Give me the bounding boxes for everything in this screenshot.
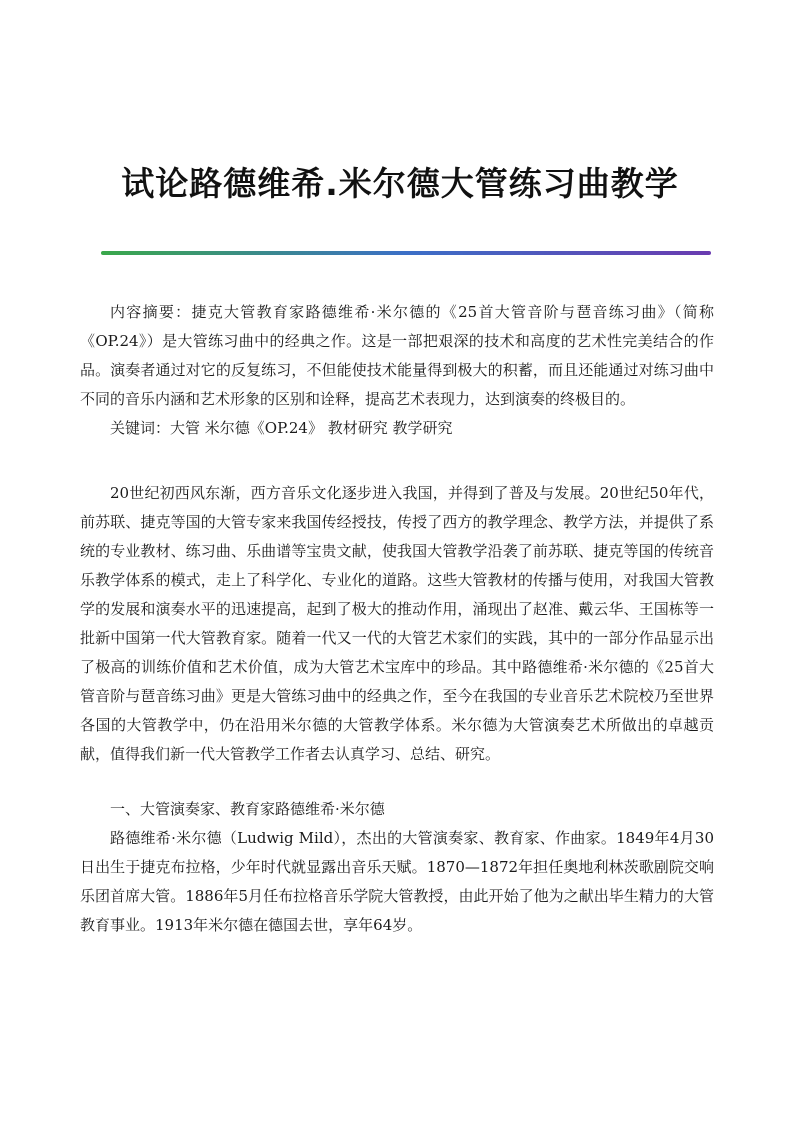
title-divider: [101, 251, 711, 255]
keywords-line: 关键词：大管 米尔德《OP.24》 教材研究 教学研究: [110, 419, 453, 437]
section-heading: 一、大管演奏家、教育家路德维希·米尔德: [110, 800, 385, 818]
section-paragraph: 路德维希·米尔德（Ludwig Mild），杰出的大管演奏家、教育家、作曲家。1849年4月30日出生于捷克布拉格，少年时代就显露出音乐天赋。1870—1872年担任奥地利林茨歌剧院交响乐团首席大管。1886年5月任布拉格音乐学院大管教授，由此开始了他为之献出毕生精力的大管教育事业。1913年米尔德在德国去世，享年64岁。: [80, 829, 714, 934]
spacer: [80, 443, 714, 479]
intro-paragraph: 20世纪初西风东渐，西方音乐文化逐步进入我国，并得到了普及与发展。20世纪50年代，前苏联、捷克等国的大管专家来我国传经授技，传授了西方的教学理念、教学方法，并提供了系统的专业教材、练习曲、乐曲谱等宝贵文献，使我国大管教学沿袭了前苏联、捷克等国的传统音乐教学体系的模式，走上了科学化、专业化的道路。这些大管教材的传播与使用，对我国大管教学的发展和演奏水平的迅速提高，起到了极大的推动作用，涌现出了赵准、戴云华、王国栋等一批新中国第一代大管教育家。随着一代又一代的大管艺术家们的实践，其中的一部分作品显示出了极高的训练价值和艺术价值，成为大管艺术宝库中的珍品。其中路德维希·米尔德的《25首大管音阶与琶音练习曲》更是大管练习曲中的经典之作，至今在我国的专业音乐艺术院校乃至世界各国的大管教学中，仍在沿用米尔德的大管教学体系。米尔德为大管演奏艺术所做出的卓越贡献，值得我们新一代大管教学工作者去认真学习、总结、研究。: [80, 484, 714, 763]
document-title: 试论路德维希.米尔德大管练习曲教学: [121, 164, 679, 203]
spacer: [80, 769, 714, 795]
document-body: [80, 298, 714, 940]
abstract-paragraph: 内容摘要：捷克大管教育家路德维希·米尔德的《25首大管音阶与琶音练习曲》（简称《OP.24》）是大管练习曲中的经典之作。这是一部把艰深的技术和高度的艺术性完美结合的作品。演奏者通过对它的反复练习，不但能使技术能量得到极大的积蓄，而且还能通过对练习曲中不同的音乐内涵和艺术形象的区别和诠释，提高艺术表现力，达到演奏的终极目的。: [80, 303, 714, 408]
